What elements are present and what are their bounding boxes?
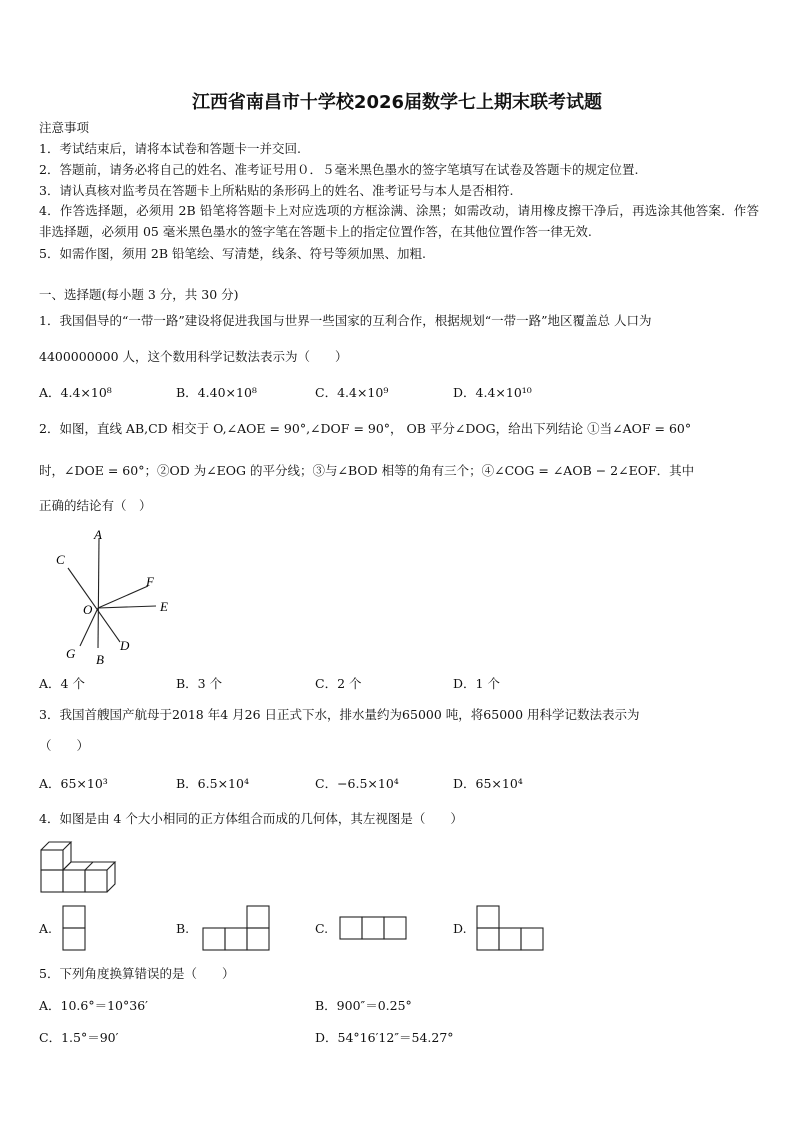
line-ab: [98, 538, 99, 648]
option-a-view: [62, 905, 88, 951]
option-c: C.: [315, 921, 329, 936]
line-cd: [68, 568, 120, 642]
point-label: F: [146, 574, 154, 589]
option-c-view: [339, 916, 409, 942]
option-c: C．2 个: [315, 676, 362, 691]
option-a: A．65×10³: [39, 776, 108, 791]
question-1-text: 4400000000 人，这个数用科学记数法表示为（ ）: [39, 349, 348, 364]
option-b: B．4.40×10⁸: [176, 385, 257, 400]
option-c: C．1.5°＝90′: [39, 1030, 119, 1045]
notice-item: 2．答题前，请务必将自己的姓名、准考证号用０．５毫米黑色墨水的签字笔填写在试卷及答题卡的规定位置.: [39, 162, 639, 177]
option-b: B．3 个: [176, 676, 223, 691]
question-4-text: 4．如图是由 4 个大小相同的正方体组合而成的几何体，其左视图是（ ）: [39, 811, 463, 826]
option-a: A．4.4×10⁸: [39, 385, 112, 400]
point-label: O: [83, 602, 93, 617]
notice-item: 1．考试结束后，请将本试卷和答题卡一并交回.: [39, 141, 301, 156]
option-c: C．4.4×10⁹: [315, 385, 389, 400]
option-a: A．10.6°＝10°36′: [39, 998, 149, 1013]
option-a: A．4 个: [39, 676, 85, 691]
question-1-text: 1．我国倡导的“一带一路”建设将促进我国与世界一些国家的互利合作，根据规划“一带一路”地区覆盖总 人口为: [39, 313, 652, 328]
question-2-text: 正确的结论有（ ）: [39, 498, 152, 513]
point-label: D: [120, 638, 130, 653]
point-label: B: [96, 652, 104, 667]
point-label: A: [94, 527, 102, 542]
question-3-text: （ ）: [39, 738, 90, 753]
option-d: D.: [453, 921, 467, 936]
option-c: C．−6.5×10⁴: [315, 776, 399, 791]
option-b: B．900″＝0.25°: [315, 998, 412, 1013]
point-label: C: [56, 552, 65, 567]
notice-item: 3．请认真核对监考员在答题卡上所粘贴的条形码上的姓名、准考证号与本人是否相符.: [39, 183, 514, 198]
ray-oe: [98, 606, 156, 608]
point-label: E: [160, 599, 168, 614]
angle-figure: [50, 528, 190, 668]
option-d: D．1 个: [453, 676, 500, 691]
option-d: D．54°16′12″＝54.27°: [315, 1030, 454, 1045]
option-b: B．6.5×10⁴: [176, 776, 249, 791]
option-a: A.: [39, 921, 53, 936]
option-d: D．4.4×10¹⁰: [453, 385, 532, 400]
option-b: B.: [176, 921, 190, 936]
notice-item: 5．如需作图，须用 2B 铅笔绘、写清楚，线条、符号等须加黑、加粗.: [39, 246, 427, 261]
page-title: 江西省南昌市十学校2026届数学七上期末联考试题: [191, 92, 603, 113]
option-b-view: [202, 905, 272, 951]
question-2-text: 时，∠DOE = 60°；②OD 为∠EOG 的平分线；③与∠BOD 相等的角有三个；④∠COG = ∠AOB − 2∠EOF．其中: [39, 463, 695, 478]
option-d: D．65×10⁴: [453, 776, 523, 791]
ray-of: [98, 586, 148, 608]
notice-heading: 注意事项: [39, 120, 90, 135]
point-label: G: [66, 646, 76, 661]
question-2-text: 2．如图，直线 AB,CD 相交于 O,∠AOE = 90°,∠DOF = 90°， OB 平分∠DOG，给出下列结论 ①当∠AOF = 60°: [39, 421, 692, 436]
question-5-text: 5．下列角度换算错误的是（ ）: [39, 966, 235, 981]
section-heading: 一、选择题(每小题 3 分，共 30 分): [39, 287, 239, 302]
question-3-text: 3．我国首艘国产航母于2018 年4 月26 日正式下水，排水量约为65000 吨，将65000 用科学记数法表示为: [39, 707, 640, 722]
notice-item: 4．作答选择题，必须用 2B 铅笔将答题卡上对应选项的方框涂满、涂黑；如需改动，请用橡皮擦干净后，再选涂其他答案．作答非选择题，必须用 05 毫米黑色墨水的签字笔在答题卡上的指定位置作答，在其他位置作答一律无效.: [39, 203, 759, 239]
cube-figure: [39, 838, 129, 894]
option-d-view: [476, 905, 546, 951]
